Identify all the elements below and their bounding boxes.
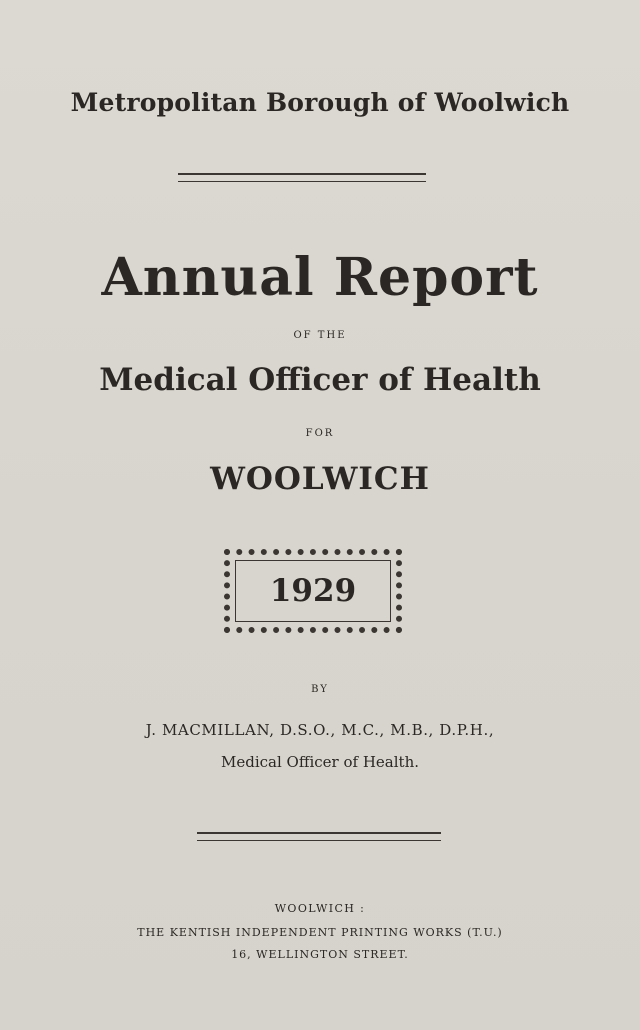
year-frame: [224, 549, 402, 633]
imprint-address: 16, WELLINGTON STREET.: [231, 948, 409, 961]
by-text: BY: [311, 684, 329, 695]
borough-heading: Metropolitan Borough of Woolwich: [70, 88, 570, 117]
bottom-double-rule: [197, 832, 441, 841]
imprint-location: WOOLWICH :: [274, 902, 366, 915]
author-name: J. MACMILLAN, D.S.O., M.C., M.B., D.P.H.,: [145, 721, 495, 739]
of-the-text: OF THE: [293, 330, 347, 341]
report-year: 1929: [269, 573, 357, 609]
for-text: FOR: [305, 428, 335, 439]
place-heading: WOOLWICH: [210, 461, 430, 497]
imprint-printer: THE KENTISH INDEPENDENT PRINTING WORKS (T.U.): [137, 926, 503, 939]
top-double-rule: [178, 173, 426, 182]
author-title: Medical Officer of Health.: [220, 753, 420, 771]
medical-officer-heading: Medical Officer of Health: [99, 362, 541, 398]
report-title: Annual Report: [101, 247, 539, 308]
